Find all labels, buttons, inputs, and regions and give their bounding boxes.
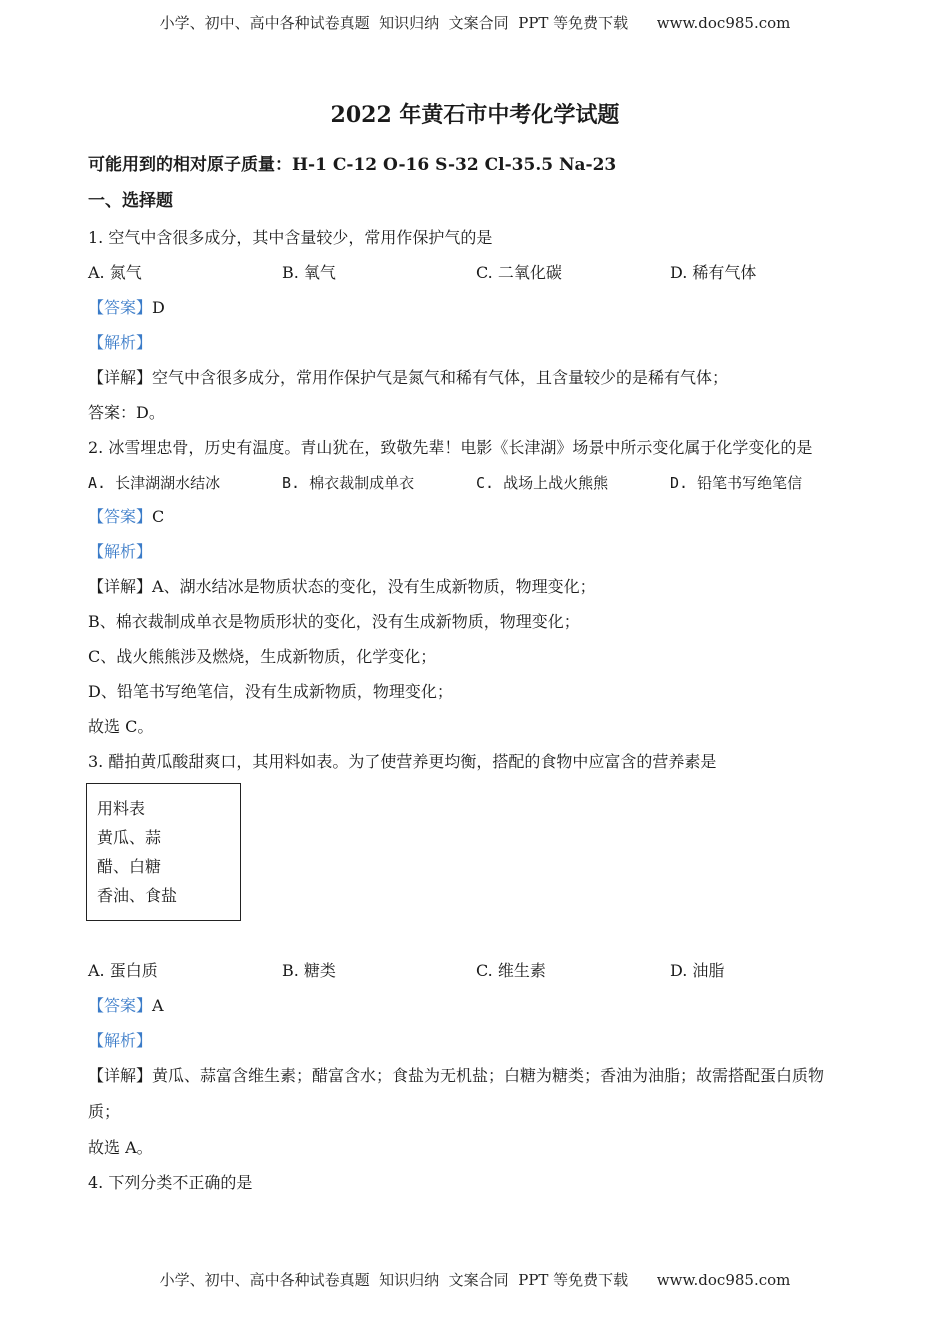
q2-detail	[88, 577, 596, 597]
q4-stem: 4. 下列分类不正确的是	[88, 1173, 253, 1192]
q1-option-d: D. 稀有气体	[670, 263, 757, 282]
q3-conclusion: 故选 A。	[88, 1138, 153, 1157]
q1-option-b: B. 氧气	[282, 263, 336, 282]
q1-analysis-label: 【解析】	[88, 333, 153, 352]
page-title: 2022 年黄石市中考化学试题	[330, 102, 620, 128]
q3-answer	[88, 996, 164, 1016]
answer-label: 【答案】	[88, 507, 153, 526]
detail-label: 【详解】	[88, 368, 153, 387]
ingredients-table	[86, 783, 241, 921]
ingredients-table-title: 用料表	[97, 799, 146, 818]
q2-detail-line-d: D、铅笔书写绝笔信，没有生成新物质，物理变化；	[88, 682, 453, 701]
q1-detail	[88, 368, 728, 388]
q2-stem: 2. 冰雪埋忠骨，历史有温度。青山犹在，致敬先辈！电影《长津湖》场景中所示变化属于化学变化的是	[88, 438, 813, 457]
detail-label: 【详解】	[88, 1066, 153, 1085]
q1-detail-text: 空气中含很多成分，常用作保护气是氮气和稀有气体，且含量较少的是稀有气体；	[152, 368, 729, 387]
q2-detail-line-c: C、战火熊熊涉及燃烧，生成新物质，化学变化；	[88, 647, 437, 666]
q3-option-a: A. 蛋白质	[88, 961, 158, 980]
q1-answer	[88, 298, 165, 318]
page-footer: 小学、初中、高中各种试卷真题 知识归纳 文案合同 PPT 等免费下载 www.doc985.com	[159, 1271, 791, 1289]
q2-option-a: A. 长津湖湖水结冰	[88, 474, 221, 492]
q3-stem: 3. 醋拍黄瓜酸甜爽口，其用料如表。为了使营养更均衡，搭配的食物中应富含的营养素是	[88, 752, 717, 771]
atomic-masses: 可能用到的相对原子质量：H-1 C-12 O-16 S-32 Cl-35.5 Na-23	[88, 155, 617, 175]
q3-answer-value: A	[152, 996, 164, 1015]
q1-option-a: A. 氮气	[88, 263, 142, 282]
q2-option-c: C. 战场上战火熊熊	[476, 474, 609, 492]
q3-option-d: D. 油脂	[670, 961, 725, 980]
q3-option-b: B. 糖类	[282, 961, 336, 980]
ingredients-row: 醋、白糖	[97, 857, 162, 876]
q2-answer	[88, 507, 164, 527]
q3-detail-continued: 质；	[88, 1102, 121, 1121]
q3-detail-text: 黄瓜、蒜富含维生素；醋富含水；食盐为无机盐；白糖为糖类；香油为油脂；故需搭配蛋白质物	[152, 1066, 825, 1085]
ingredients-row: 香油、食盐	[97, 886, 178, 905]
q1-conclusion: 答案：D。	[88, 403, 165, 422]
section-heading: 一、选择题	[88, 191, 173, 211]
q2-analysis-label: 【解析】	[88, 542, 153, 561]
q3-analysis-label: 【解析】	[88, 1031, 153, 1050]
q1-stem: 1. 空气中含很多成分，其中含量较少，常用作保护气的是	[88, 228, 493, 247]
q1-option-c: C. 二氧化碳	[476, 263, 562, 282]
page-header: 小学、初中、高中各种试卷真题 知识归纳 文案合同 PPT 等免费下载 www.doc985.com	[159, 14, 791, 32]
q2-option-b: B. 棉衣裁制成单衣	[282, 474, 415, 492]
answer-label: 【答案】	[88, 996, 153, 1015]
q2-detail-text: A、湖水结冰是物质状态的变化，没有生成新物质，物理变化；	[152, 577, 596, 596]
q3-option-c: C. 维生素	[476, 961, 546, 980]
q2-detail-line-b: B、棉衣裁制成单衣是物质形状的变化，没有生成新物质，物理变化；	[88, 612, 580, 631]
q2-option-d: D. 铅笔书写绝笔信	[670, 474, 803, 492]
answer-label: 【答案】	[88, 298, 153, 317]
q1-answer-value: D	[152, 298, 165, 317]
ingredients-row: 黄瓜、蒜	[97, 828, 162, 847]
q2-conclusion: 故选 C。	[88, 717, 154, 736]
detail-label: 【详解】	[88, 577, 153, 596]
q2-answer-value: C	[152, 507, 165, 526]
q3-detail	[88, 1066, 824, 1086]
